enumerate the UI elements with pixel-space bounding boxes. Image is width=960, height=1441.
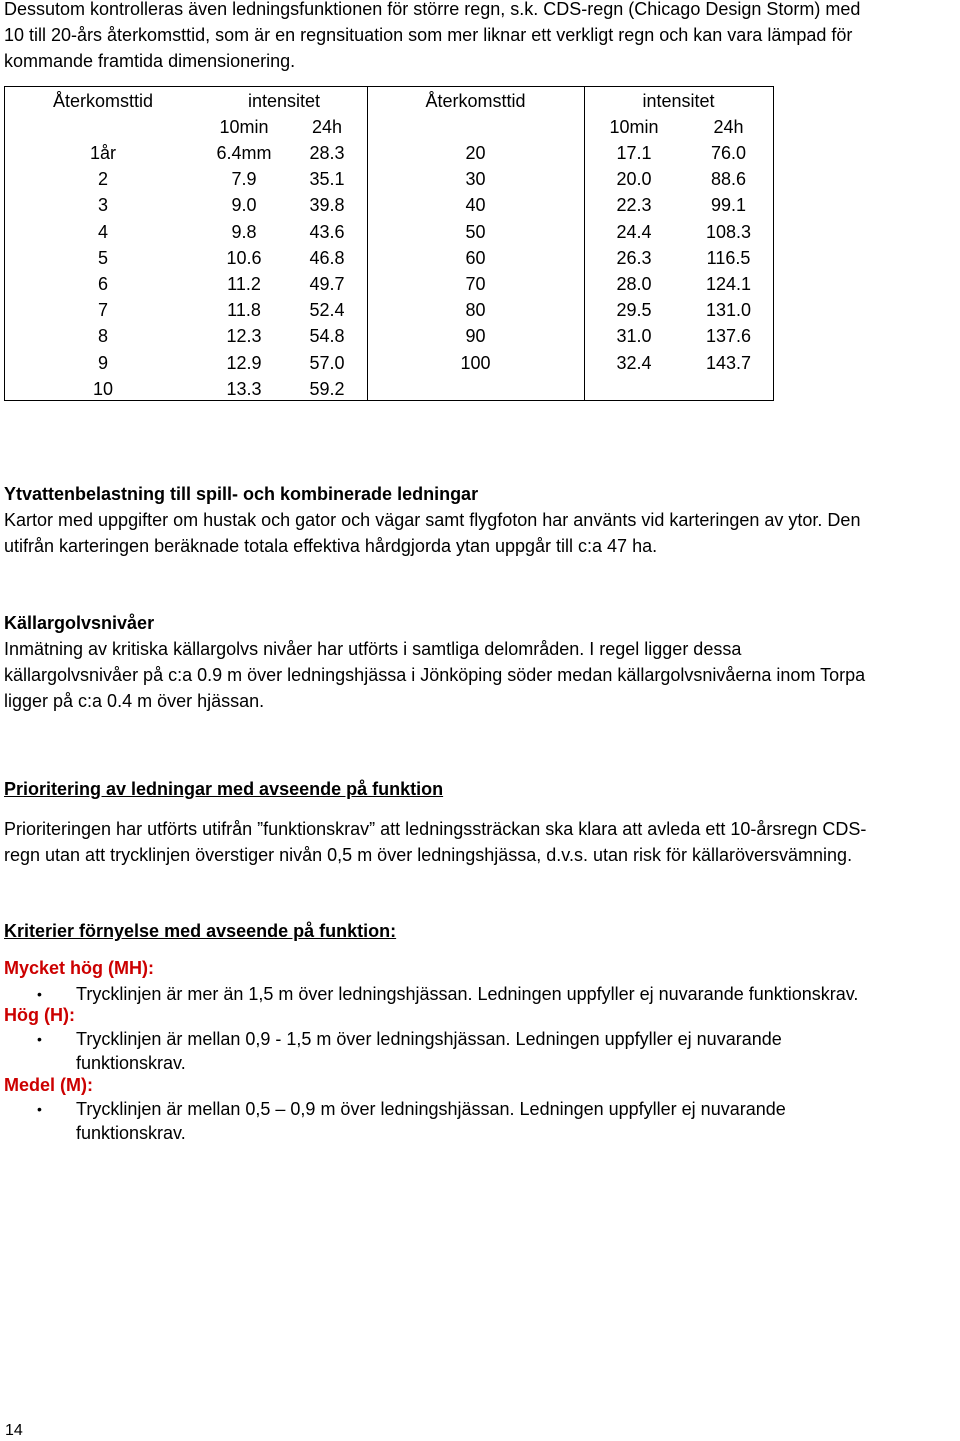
bullet-icon: •	[37, 1101, 42, 1117]
table-cell-24h: 43.6	[309, 221, 345, 242]
label-hog: Hög (H):	[4, 1005, 75, 1025]
table-cell-24h: 52.4	[309, 300, 345, 321]
prioritering-line-2: regn utan att trycklinjen överstiger nivån 0,5 m över ledningshjässa, d.v.s. utan risk för källaröversvämning.	[4, 845, 853, 865]
table-cell-24h: 39.8	[309, 195, 345, 216]
table-cell-10min: 28.0	[616, 274, 652, 294]
table-cell-10min: 20.0	[616, 169, 652, 190]
table-cell-10min: 7.9	[231, 169, 257, 190]
kallar-line-2: källargolvsnivåer på c:a 0.9 m över ledningshjässa i Jönköping söder medan källargolvsnivåerna inom Torpa	[4, 665, 866, 685]
table-cell-return-period: 5	[97, 247, 108, 268]
table-cell-return-period: 60	[465, 247, 486, 268]
table-cell-return-period: 6	[97, 274, 108, 294]
intro-line-3: kommande framtida dimensionering.	[4, 51, 296, 71]
header-10min-left: 10min	[219, 117, 269, 137]
table-cell-return-period: 90	[465, 326, 486, 347]
intro-line-1: Dessutom kontrolleras även ledningsfunktionen för större regn, s.k. CDS-regn (Chicago Design Storm) med	[4, 0, 861, 19]
section-heading-ytvatten: Ytvattenbelastning till spill- och kombinerade ledningar	[4, 484, 479, 504]
bullet-icon: •	[37, 986, 42, 1002]
table-cell-return-period: 2	[97, 169, 108, 190]
label-medel: Medel (M):	[4, 1075, 93, 1095]
table-cell-24h: 88.6	[710, 169, 747, 190]
bullet-text-h-2: funktionskrav.	[76, 1053, 186, 1073]
bullet-icon: •	[37, 1031, 42, 1047]
table-cell-10min: 26.3	[616, 247, 652, 268]
table-cell-return-period: 30	[465, 169, 486, 190]
table-cell-24h: 57.0	[309, 352, 345, 373]
header-10min-right: 10min	[609, 117, 659, 137]
table-cell-return-period: 80	[465, 300, 486, 321]
table-cell-10min: 9.0	[231, 195, 257, 216]
table-cell-return-period: 70	[465, 274, 486, 294]
table-cell-return-period: 7	[97, 300, 108, 321]
prioritering-line-1: Prioriteringen har utförts utifrån ”funktionskrav” att ledningssträckan ska klara att avleda ett 10-årsregn CDS-	[4, 819, 867, 839]
ytvatten-line-2: utifrån karteringen beräknade totala effektiva hårdgjorda ytan uppgår till c:a 47 ha.	[4, 536, 658, 556]
table-cell-10min: 12.3	[226, 326, 262, 347]
table-cell-10min: 9.8	[231, 221, 257, 242]
table-cell-return-period: 50	[465, 221, 486, 242]
header-24h-left: 24h	[311, 117, 343, 137]
label-mycket-hog: Mycket hög (MH):	[4, 958, 154, 978]
table-cell-24h: 76.0	[710, 143, 747, 163]
table-cell-24h: 116.5	[706, 247, 751, 268]
table-cell-24h: 59.2	[309, 378, 345, 399]
table-cell-10min: 24.4	[616, 221, 652, 242]
table-cell-10min: 22.3	[616, 195, 652, 216]
table-cell-return-period: 40	[465, 195, 486, 216]
table-cell-24h: 131.0	[705, 300, 752, 321]
table-cell-return-period: 10	[92, 378, 114, 399]
table-cell-24h: 137.6	[705, 326, 752, 347]
table-cell-return-period: 100	[460, 352, 491, 373]
intro-line-2: 10 till 20-års återkomsttid, som är en regnsituation som mer liknar ett verkligt regn och kan vara lämpad för	[4, 25, 853, 45]
table-cell-return-period: 9	[97, 352, 108, 373]
table-cell-24h: 124.1	[705, 274, 752, 294]
table-cell-24h: 54.8	[309, 326, 345, 347]
header-intensitet-right: intensitet	[642, 91, 715, 111]
table-cell-return-period: 20	[465, 143, 486, 163]
bullet-text-m-2: funktionskrav.	[76, 1123, 186, 1143]
table-cell-return-period: 8	[97, 326, 108, 347]
page-number: 14	[5, 1422, 23, 1439]
section-heading-kriterier: Kriterier förnyelse med avseende på funktion:	[4, 921, 397, 941]
table-cell-return-period: 1år	[89, 143, 116, 163]
header-aterkomsttid-left: Återkomsttid	[52, 91, 154, 111]
kallar-line-1: Inmätning av kritiska källargolvs nivåer har utförts i samtliga delområden. I regel ligger dessa	[4, 639, 742, 659]
table-cell-10min: 17.1	[616, 143, 652, 163]
table-cell-return-period: 4	[97, 221, 108, 242]
table-cell-10min: 31.0	[616, 326, 652, 347]
table-cell-10min: 10.6	[226, 247, 262, 268]
table-cell-24h: 46.8	[309, 247, 345, 268]
table-cell-10min: 11.2	[227, 274, 261, 294]
return-period-intensity-table	[4, 86, 774, 401]
table-cell-24h: 108.3	[705, 221, 752, 242]
table-cell-10min: 12.9	[226, 352, 262, 373]
section-heading-kallar: Källargolvsnivåer	[4, 613, 155, 633]
table-cell-10min: 13.3	[226, 378, 262, 399]
ytvatten-line-1: Kartor med uppgifter om hustak och gator och vägar samt flygfoton har använts vid karteringen av ytor. Den	[4, 510, 861, 530]
table-cell-24h: 143.7	[705, 352, 752, 373]
table-cell-24h: 35.1	[309, 169, 345, 190]
bullet-text-m-1: Trycklinjen är mellan 0,5 – 0,9 m över ledningshjässan. Ledningen uppfyller ej nuvarande	[76, 1099, 786, 1119]
table-cell-10min: 29.5	[616, 300, 652, 321]
bullet-item-h	[0, 1027, 960, 1075]
table-cell-10min: 11.8	[227, 300, 261, 321]
header-24h-right: 24h	[713, 117, 744, 137]
table-cell-10min: 6.4mm	[216, 143, 272, 163]
table-cell-24h: 99.1	[710, 195, 747, 216]
header-intensitet-left: intensitet	[247, 91, 321, 111]
header-aterkomsttid-right: Återkomsttid	[425, 91, 526, 111]
table-cell-24h: 28.3	[309, 143, 345, 163]
kallar-line-3: ligger på c:a 0.4 m över hjässan.	[4, 691, 265, 711]
bullet-text-h-1: Trycklinjen är mellan 0,9 - 1,5 m över ledningshjässan. Ledningen uppfyller ej nuvarande	[76, 1029, 782, 1049]
bullet-item-m	[0, 1097, 960, 1145]
table-cell-24h: 49.7	[309, 274, 345, 294]
section-heading-prioritering: Prioritering av ledningar med avseende på funktion	[4, 779, 444, 799]
bullet-item-mh	[0, 982, 960, 1006]
bullet-text-mh: Trycklinjen är mer än 1,5 m över ledningshjässan. Ledningen uppfyller ej nuvarande funktionskrav.	[76, 984, 859, 1004]
table-cell-10min: 32.4	[616, 352, 652, 373]
table-cell-return-period: 3	[97, 195, 108, 216]
